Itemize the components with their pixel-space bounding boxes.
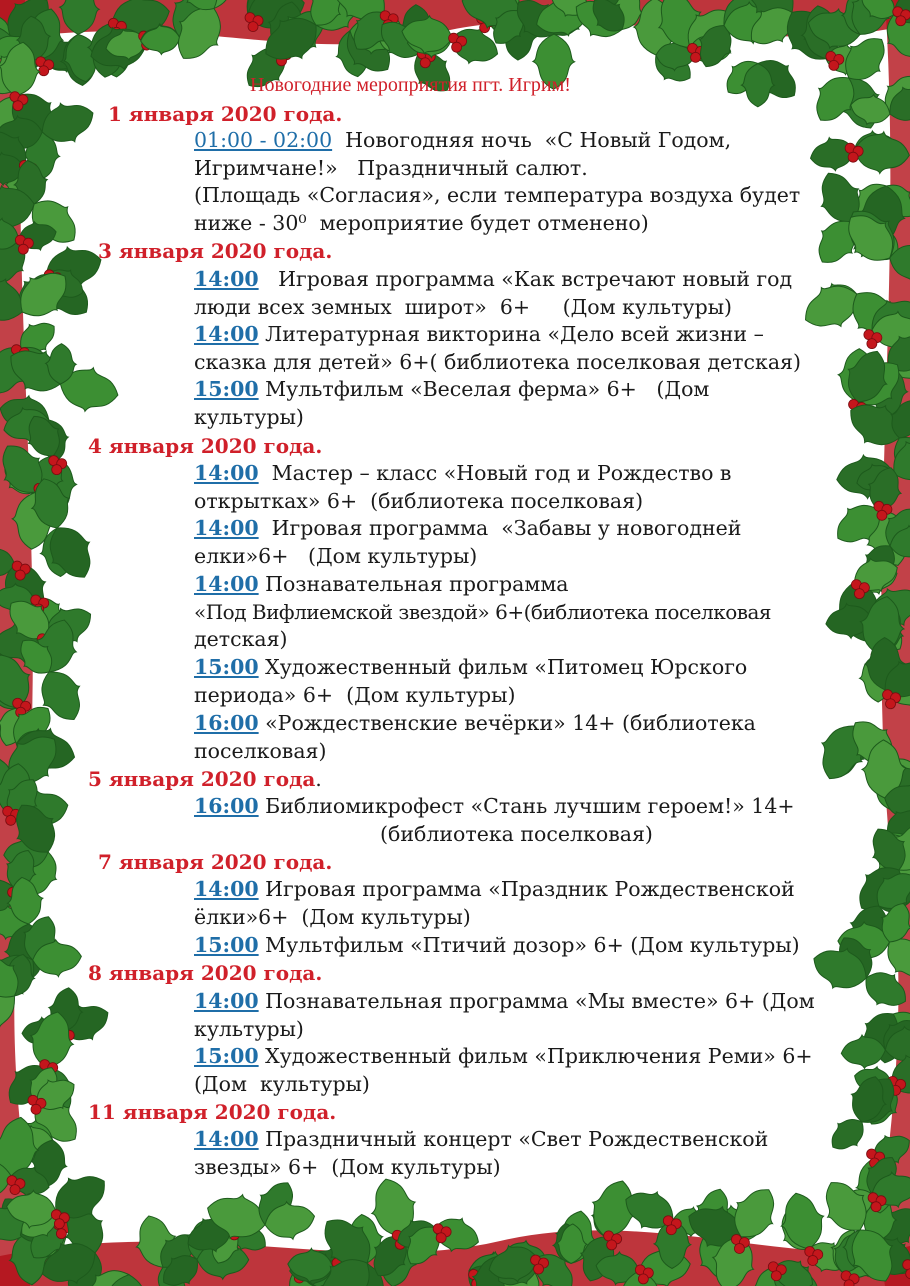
event-time: 14:00 [194, 516, 259, 540]
event-item [194, 571, 854, 654]
event-text: Мастер – класс «Новый год и Рождество в [258, 461, 732, 485]
event-item [194, 710, 854, 765]
event-time: 14:00 [194, 322, 259, 346]
event-text: Игровая программа «Праздник Рождественской [258, 877, 795, 901]
event-text: (Площадь «Согласия», если температура воздуха будет [194, 183, 801, 207]
event-time: 01:00 - 02:00 [194, 128, 333, 152]
event-text: «Рождественские вечёрки» 14+ (библиотека [258, 711, 756, 735]
event-text: елки»6+ (Дом культуры) [194, 543, 478, 568]
event-text: культуры) [194, 404, 304, 429]
event-text: открытках» 6+ (библиотека поселковая) [194, 488, 644, 513]
event-item [194, 321, 854, 376]
event-time: 14:00 [194, 989, 259, 1013]
event-text: Познавательная программа [258, 572, 569, 596]
event-item [194, 266, 854, 321]
event-text: Библиомикрофест «Стань лучшим героем!» 14+ [258, 794, 795, 818]
event-time: 16:00 [194, 794, 259, 818]
event-text: Литературная викторина «Дело всей жизни – [258, 322, 764, 346]
event-text: периода» 6+ (Дом культуры) [194, 682, 516, 707]
event-text: Новогодняя ночь «С Новый Годом, [332, 128, 732, 152]
event-text: сказка для детей» 6+( библиотека поселковая детская) [194, 349, 801, 374]
event-text: культуры) [194, 1016, 304, 1041]
event-text: (Дом культуры) [194, 1071, 370, 1096]
event-text: «Под Вифлиемской звездой» 6+(библиотека поселковая [194, 599, 772, 624]
day-heading-text: 5 января 2020 года [88, 767, 316, 791]
day-heading [88, 767, 322, 791]
event-text: ниже - 30⁰ мероприятие будет отменено) [194, 210, 649, 235]
event-text: ёлки»6+ (Дом культуры) [194, 904, 471, 929]
poster-title: Новогодние мероприятия пгт. Игрим! [250, 74, 571, 96]
event-item [194, 376, 854, 431]
event-text: Мультфильм «Птичий дозор» 6+ (Дом культуры) [258, 933, 800, 957]
event-time: 14:00 [194, 572, 259, 596]
event-text: детская) [194, 627, 288, 651]
day-heading: 8 января 2020 года. [88, 961, 323, 985]
event-text: Мультфильм «Веселая ферма» 6+ (Дом [258, 377, 710, 401]
day-heading: 7 января 2020 года. [98, 850, 333, 874]
event-item [194, 127, 854, 237]
event-time: 15:00 [194, 377, 259, 401]
event-text: Игримчане!» Праздничный салют. [194, 155, 588, 180]
event-time: 14:00 [194, 1127, 259, 1151]
event-time: 15:00 [194, 655, 259, 679]
event-text: Игровая программа «Как встречают новый год [258, 267, 793, 291]
event-text: поселковая) [194, 738, 327, 763]
day-heading: 11 января 2020 года. [88, 1100, 337, 1124]
event-text: (библиотека поселковая) [380, 821, 653, 846]
event-item [194, 932, 854, 960]
day-heading-dot: . [315, 767, 322, 791]
event-text: Игровая программа «Забавы у новогодней [258, 516, 742, 540]
event-time: 15:00 [194, 933, 259, 957]
event-time: 16:00 [194, 711, 259, 735]
event-time: 15:00 [194, 1044, 259, 1068]
event-item [194, 654, 854, 709]
event-item [194, 876, 854, 931]
event-time: 14:00 [194, 267, 259, 291]
event-text: Познавательная программа «Мы вместе» 6+ (Дом [258, 989, 815, 1013]
day-heading: 1 января 2020 года. [108, 102, 343, 126]
event-item [194, 1043, 854, 1098]
event-text: Художественный фильм «Приключения Реми» 6+ [258, 1044, 813, 1068]
event-text: звезды» 6+ (Дом культуры) [194, 1154, 501, 1179]
event-item [194, 793, 854, 848]
event-item [194, 460, 854, 515]
event-item [194, 988, 854, 1043]
event-text: люди всех земных широт» 6+ (Дом культуры) [194, 294, 733, 319]
event-item [194, 1126, 854, 1181]
event-text: Художественный фильм «Питомец Юрского [258, 655, 748, 679]
event-text: Праздничный концерт «Свет Рождественской [258, 1127, 769, 1151]
day-heading: 4 января 2020 года. [88, 434, 323, 458]
event-item [194, 515, 854, 570]
event-time: 14:00 [194, 461, 259, 485]
event-time: 14:00 [194, 877, 259, 901]
day-heading: 3 января 2020 года. [98, 239, 333, 263]
